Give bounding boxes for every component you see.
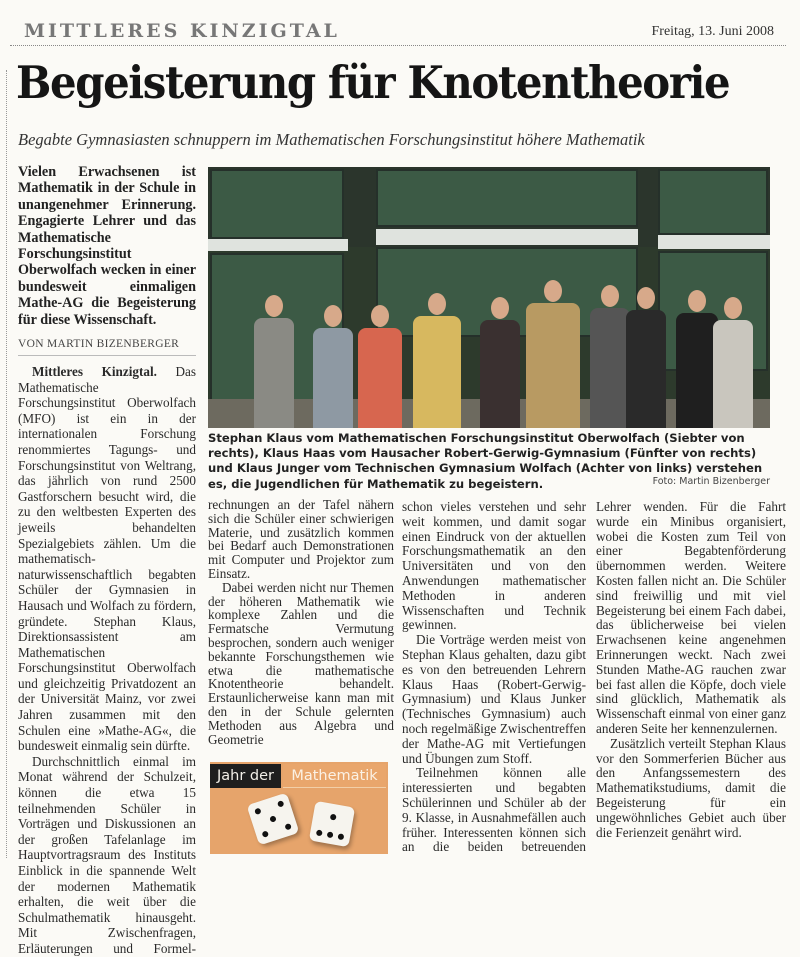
- paragraph: rechnungen an der Tafel nähern sich die Schüler einer schwierigen Materie, und zusätzlich kommen bei Bedarf auch Demonstrationen mit Computer und Projektor zum Einsatz.: [208, 497, 394, 581]
- subheadline: Begabte Gymnasiasten schnuppern im Mathematischen Forschungsinstitut höhere Mathematik: [18, 130, 645, 149]
- byline: VON MARTIN BIZENBERGER: [18, 338, 196, 356]
- paragraph: Zusätzlich verteilt Stephan Klaus vor den Sommerferien Bücher aus den Anfangssemestern des Mathematikstudiums, damit die Begeisterung für ein ungewöhnliches Gebiet auch über die Ferienzeit genährt wird.: [596, 735, 786, 840]
- body-column-4: [596, 500, 786, 840]
- body-column-3: [402, 500, 586, 855]
- paragraph: Dabei werden nicht nur Themen der höheren Mathematik wie komplexe Zahlen und die Fermatsche Vermutung besprochen, sondern auch weniger bekannte Forschungsthemen wie etwa die mathematische Knotentheorie behandelt. Erstaunlicherweise kann man mit den in der Schule gelernten Methoden aus Algebra und Geometrie: [208, 579, 394, 747]
- dice-icon: [309, 801, 355, 847]
- paragraph: Die Vorträge werden meist von Stephan Klaus gehalten, dazu gibt es von den betreuenden Lehrern Klaus Haas (Robert-Gerwig-Gymnasium) und Klaus Junker (Technisches Gymnasium) auch noch regelmäßige Zwischentreffen der Mathe-AG mit Vertiefungen und Übungen zum Stoff.: [402, 632, 586, 766]
- body-column-2: [208, 498, 394, 746]
- publication-date: Freitag, 13. Juni 2008: [651, 24, 774, 39]
- lead-paragraph: Vielen Erwachsenen ist Mathematik in der Schule in unangenehmer Erinnerung. Engagierte Lehrer und das Mathematische Forschungsinstitut Oberwolfach wecken in einer bundesweit einmaligen Mathe-AG die Begeisterung für diese Wissenschaft.: [18, 164, 196, 328]
- clipping-edge: [6, 70, 7, 858]
- paragraph: Lehrer wenden. Für die Fahrt wurde ein Minibus organisiert, wobei die Kosten zum Teil von einer Begabtenförderung übernommen werden. Weitere Kosten fallen nicht an. Die Schüler sind freiwillig und mit viel Begeisterung bei einem Fach dabei, das üblicherweise bei vielen Erwachsenen keine angenehmen Erinnerungen weckt. Nach zwei Stunden Mathe-AG rauchen zwar bei fast allen die Köpfe, doch viele sind glücklich, Mathematik als Wissenschaft einmal von einer ganz anderen Seite her kennenzulernen.: [596, 499, 786, 736]
- logo-text-2: Mathematik: [283, 764, 386, 788]
- dateline: Mittleres Kinzigtal.: [32, 364, 157, 379]
- paragraph: schon vieles verstehen und sehr weit kommen, und damit sogar einen Eindruck von der aktuellen Forschungsmathematik an den Universitäten und von den Anwendungen mathematischer Methoden in anderen Wissenschaften und Technik gewinnen.: [402, 499, 586, 633]
- photo-credit: Foto: Martin Bizenberger: [652, 476, 770, 487]
- photo-caption: Stephan Klaus vom Mathematischen Forschungsinstitut Oberwolfach (Siebter von rechts), Klaus Haas vom Hausacher Robert-Gerwig-Gymnasium (Fünfter von rechts) und Klaus Junger vom Technischen Gymnasium Wolfach (Achter von links) verstehen es, die Jugendlichen für Mathematik zu begeistern.: [208, 431, 763, 491]
- group-photo: [208, 167, 770, 428]
- paragraph: Teilnehmen können alle interessierten und begabten Schülerinnen und Schüler ab der 9. Klasse, in Ausnahmefällen auch früher. Interessenten können sich an die beiden betreuenden: [402, 765, 586, 855]
- jahr-der-mathematik-logo: [210, 762, 388, 854]
- dice-icon: [247, 793, 300, 846]
- body-column-1: [18, 364, 196, 957]
- logo-text-1: Jahr der: [210, 764, 281, 788]
- headline: Begeisterung für Knotentheorie: [16, 56, 730, 109]
- paragraph: Durchschnittlich einmal im Monat während der Schulzeit, können die etwa 15 teilnehmenden Schüler in Vorträgen und Diskussionen an der großen Tafelanlage im Hauptvortragsraum des Instituts Einblick in die spannende Welt der modernen Mathematik erhalten, die weit über die Schulmathematik hinausgeht. Mit Zwischenfragen, Erläuterungen und Formel-: [18, 753, 196, 956]
- header-divider: [10, 45, 786, 46]
- paragraph: Mittleres Kinzigtal. Das Mathematische Forschungsinstitut Oberwolfach (MFO) ist ein in der internationalen Forschung renommiertes Tagungs- und Forschungsinstitut von Weltrang, das jährlich von rund 2500 Gastforschern besucht wird, die zu den weltbesten Experten des jeweils behandelten Spezialgebiets zählen. Um die mathematisch-naturwissenschaftlich begabten Schüler der Gymnasien in Hausach und Wolfach zu fördern, gründete. Stephan Klaus, Direktionsassistent am Mathematischen Forschungsinstitut Oberwolfach und gleichzeitig Privatdozent an der Universität Mainz, vor zwei Jahren zusammen mit den Schulen eine »Mathe-AG«, die bundesweit einmalig sein dürfte.: [18, 364, 196, 754]
- section-name: MITTLERES KINZIGTAL: [24, 20, 340, 42]
